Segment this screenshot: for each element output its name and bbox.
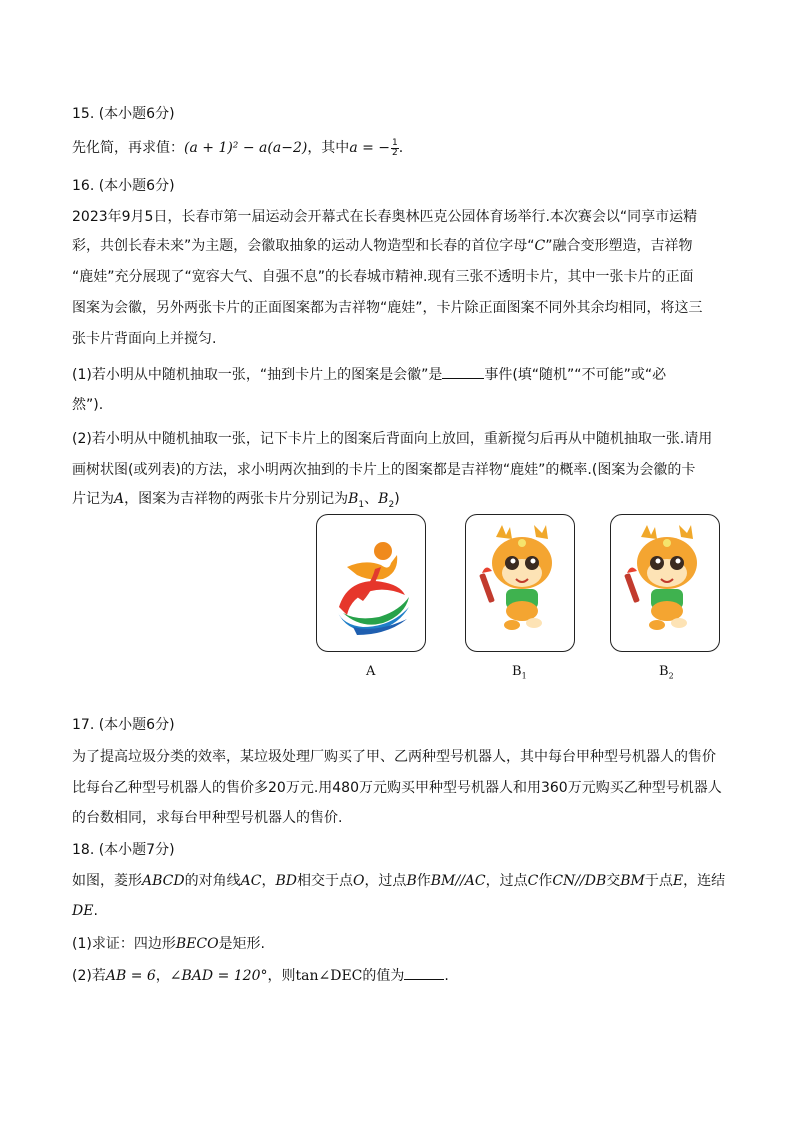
q18-paragraph-line: DE. bbox=[72, 903, 98, 919]
answer-blank bbox=[404, 965, 444, 980]
q18-sub1: (1)求证：四边形BECO是矩形. bbox=[72, 936, 265, 952]
q15-body: 先化简，再求值：(a + 1)² − a(a−2)，其中a = − $\frac{1}{2}$ . bbox=[72, 137, 404, 158]
card-caption-b1: $B_1$ bbox=[512, 664, 527, 681]
q17-paragraph-line: 的台数相同，求每台甲种型号机器人的售价. bbox=[72, 810, 343, 826]
q15-expression: (a + 1)² − a(a−2) bbox=[184, 140, 308, 156]
q16-header: 16. (本小题6分) bbox=[72, 178, 175, 194]
math-term: ABCD bbox=[142, 873, 185, 889]
answer-blank bbox=[442, 364, 484, 379]
q16-paragraph-line: 张卡片背面向上并搅匀. bbox=[72, 331, 217, 347]
math-term: BM//AC bbox=[430, 873, 486, 889]
q17-paragraph-line: 比每台乙种型号机器人的售价多20万元.用480万元购买甲种型号机器人和用360万元购买乙种型号机器人 bbox=[72, 780, 722, 796]
math-term: O bbox=[352, 873, 365, 889]
math-term: B bbox=[406, 873, 417, 889]
text-segment: ， bbox=[261, 873, 276, 889]
q18-sub2: (2)若AB = 6，∠BAD = 120°，则tan∠DEC的值为 . bbox=[72, 965, 449, 986]
q16-paragraph-line: 2023年9月5日，长春市第一届运动会开幕式在长春奥林匹克公园体育场举行.本次赛会以“同享市运精 bbox=[72, 209, 698, 225]
text-segment: 于点 bbox=[644, 873, 673, 889]
q16-paragraph-line: “鹿娃”充分展现了“宽容大气、自强不息”的长春城市精神.现有三张不透明卡片，其中一张卡片的正面 bbox=[72, 269, 694, 285]
q16-paragraph-line: 图案为会徽，另外两张卡片的正面图案都为吉祥物“鹿娃”，卡片除正面图案不同外其余均相同，将这三 bbox=[72, 300, 703, 316]
text-segment: ，过点 bbox=[485, 873, 528, 889]
math-term: C bbox=[527, 873, 539, 889]
q16-sub1-cont: 然”). bbox=[72, 397, 104, 413]
deer-mascot-icon bbox=[466, 515, 574, 651]
q16-sub1: (1)若小明从中随机抽取一张，“抽到卡片上的图案是会徽”是 事件(填“随机”“不可能”或“必 bbox=[72, 364, 666, 385]
text-segment: ，连结 bbox=[683, 873, 726, 889]
card-caption-a: A bbox=[366, 664, 376, 679]
card-emblem bbox=[316, 514, 426, 652]
deer-mascot-icon bbox=[611, 515, 719, 651]
q16-paragraph-line: 彩，共创长春未来”为主题，会徽取抽象的运动人物造型和长春的首位字母“C”融合变形塑造，吉祥物 bbox=[72, 238, 693, 254]
math-term: CN//DB bbox=[552, 873, 607, 889]
q17-header: 17. (本小题6分) bbox=[72, 717, 175, 733]
q17-paragraph-line: 为了提高垃圾分类的效率，某垃圾处理厂购买了甲、乙两种型号机器人，其中每台甲种型号机器人的售价 bbox=[72, 749, 716, 765]
text-segment: 作 bbox=[416, 873, 431, 889]
math-term: AC bbox=[240, 873, 262, 889]
q16-sub2-cont: 片记为A，图案为吉祥物的两张卡片分别记为$B_1$、$B_2$) bbox=[72, 491, 400, 510]
q18-header: 18. (本小题7分) bbox=[72, 842, 175, 858]
q15-condition: a = − bbox=[349, 140, 391, 156]
q18-paragraph-line bbox=[72, 871, 725, 891]
games-emblem-icon bbox=[317, 515, 425, 651]
card-mascot-b1 bbox=[465, 514, 575, 652]
math-term: BM bbox=[620, 873, 645, 889]
text-segment: 相交于点 bbox=[296, 873, 353, 889]
q15-header: 15. (本小题6分) bbox=[72, 106, 175, 122]
card-mascot-b2 bbox=[610, 514, 720, 652]
card-caption-b2: $B_2$ bbox=[659, 664, 674, 681]
math-term: E bbox=[672, 873, 684, 889]
q15-fraction: $\frac{1}{2}$ bbox=[392, 137, 398, 158]
text-segment: 交 bbox=[606, 873, 621, 889]
math-term: BD bbox=[275, 873, 297, 889]
text-segment: 的对角线 bbox=[184, 873, 241, 889]
text-segment: ，过点 bbox=[364, 873, 407, 889]
text-segment: 如图，菱形 bbox=[72, 873, 142, 889]
text-segment: 作 bbox=[538, 873, 553, 889]
q16-sub2-cont: 画树状图(或列表)的方法，求小明两次抽到的卡片上的图案都是吉祥物“鹿娃”的概率.(图案为会徽的卡 bbox=[72, 462, 696, 478]
q16-sub2: (2)若小明从中随机抽取一张，记下卡片上的图案后背面向上放回，重新搅匀后再从中随机抽取一张.请用 bbox=[72, 431, 713, 447]
